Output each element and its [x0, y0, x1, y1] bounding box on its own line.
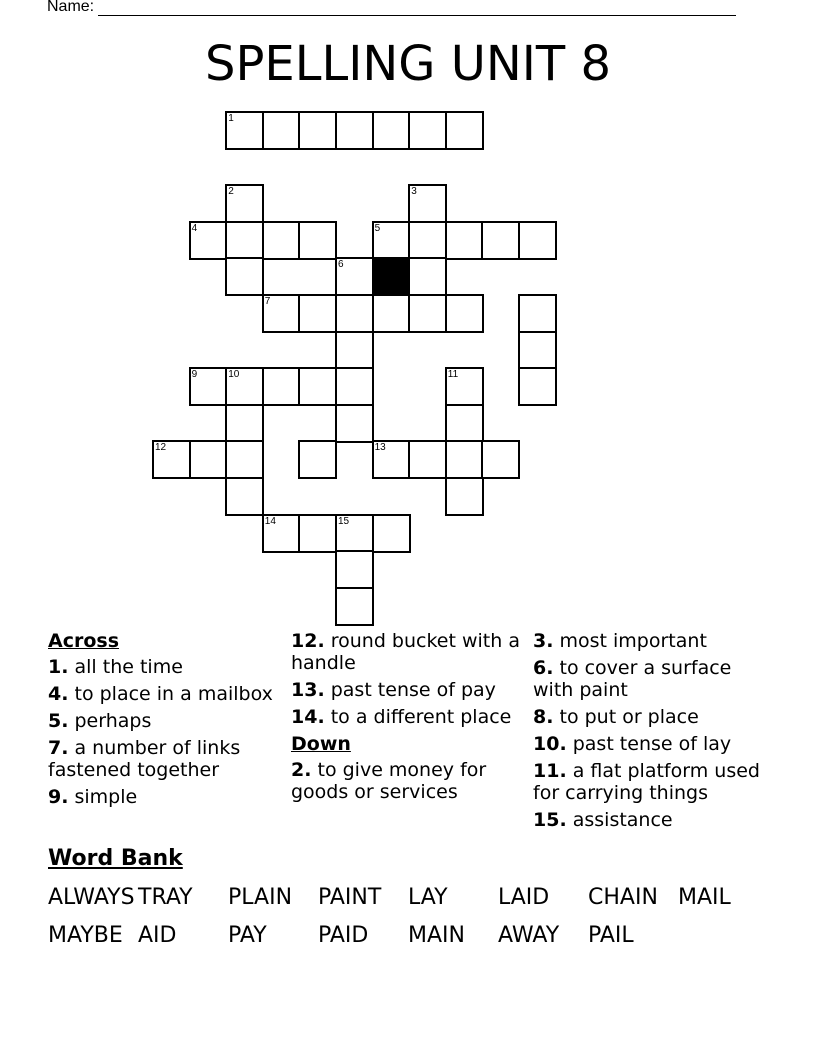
crossword-cell[interactable]	[225, 257, 264, 296]
clue-number: 6	[338, 259, 344, 271]
crossword-cell[interactable]	[262, 294, 301, 333]
crossword-cell[interactable]	[481, 440, 520, 479]
crossword-cell[interactable]	[481, 221, 520, 260]
clue-across-13: 13. past tense of pay	[291, 679, 496, 701]
clue-number: 14	[264, 515, 276, 527]
crossword-cell[interactable]	[298, 111, 337, 150]
word-bank-word: AID	[138, 923, 177, 948]
clue-down-6: 6. to cover a surface with paint	[533, 657, 732, 701]
crossword-cell[interactable]	[225, 440, 264, 479]
clue-down-15: 15. assistance	[533, 809, 673, 831]
crossword-cell[interactable]	[335, 294, 374, 333]
crossword-cell[interactable]	[445, 367, 484, 406]
clue-column-3	[533, 630, 773, 836]
crossword-cell[interactable]	[298, 514, 337, 553]
clue-number: 4	[191, 222, 198, 234]
clue-number: 5	[374, 222, 381, 234]
crossword-cell[interactable]	[445, 221, 484, 260]
crossword-cell[interactable]	[335, 514, 374, 553]
name-label: Name:	[47, 0, 95, 15]
clue-across-12: 12. round bucket with a handle	[291, 630, 520, 674]
word-bank-word: TRAY	[138, 885, 193, 910]
crossword-cell[interactable]	[262, 367, 301, 406]
clue-number: 3	[411, 186, 417, 198]
crossword-cell[interactable]	[408, 440, 447, 479]
crossword-cell[interactable]	[335, 331, 374, 370]
word-bank-word: LAY	[408, 885, 448, 910]
word-bank-word: PAINT	[318, 885, 382, 910]
crossword-cell[interactable]	[262, 221, 301, 260]
crossword-cell[interactable]	[298, 221, 337, 260]
clue-number: 9	[191, 369, 198, 381]
word-bank-title: Word Bank	[48, 846, 183, 871]
crossword-cell[interactable]	[408, 184, 447, 223]
crossword-cell[interactable]	[262, 514, 301, 553]
crossword-cell[interactable]	[372, 294, 411, 333]
clue-number: 7	[264, 296, 271, 307]
across-heading: Across	[48, 630, 120, 652]
crossword-cell[interactable]	[225, 221, 264, 260]
clue-across-5: 5. perhaps	[48, 710, 152, 732]
crossword-cell[interactable]	[225, 367, 264, 406]
word-bank-word: LAID	[498, 885, 550, 910]
crossword-cell[interactable]	[445, 294, 484, 333]
clue-down-11: 11. a flat platform used for carrying things	[533, 760, 760, 804]
crossword-cell[interactable]	[225, 184, 264, 223]
crossword-cell[interactable]	[225, 477, 264, 516]
crossword-cell[interactable]	[518, 294, 557, 333]
crossword-cell[interactable]	[445, 440, 484, 479]
crossword-cell[interactable]	[225, 111, 264, 150]
crossword-cell[interactable]	[298, 440, 337, 479]
crossword-cell[interactable]	[189, 221, 228, 260]
crossword-cell[interactable]	[189, 367, 228, 406]
crossword-cell[interactable]	[372, 514, 411, 553]
crossword-cell[interactable]	[335, 550, 374, 589]
clue-down-8: 8. to put or place	[533, 706, 699, 728]
clue-across-1: 1. all the time	[48, 656, 183, 678]
clue-down-2: 2. to give money for goods or services	[291, 759, 487, 803]
crossword-cell[interactable]	[335, 257, 374, 296]
clue-down-10: 10. past tense of lay	[533, 733, 732, 755]
clue-number: 13	[374, 442, 386, 454]
crossword-cell[interactable]	[225, 404, 264, 443]
crossword-cell[interactable]	[372, 111, 411, 150]
crossword-cell[interactable]	[518, 221, 557, 260]
crossword-cell[interactable]	[445, 477, 484, 516]
clue-number: 12	[155, 442, 167, 454]
clue-number: 1	[228, 113, 234, 124]
crossword-cell[interactable]	[335, 111, 374, 150]
crossword-cell[interactable]	[518, 367, 557, 406]
word-bank-word: ALWAYS	[48, 885, 135, 910]
word-bank-word: AWAY	[498, 923, 560, 948]
crossword-cell[interactable]	[445, 404, 484, 443]
crossword-cell[interactable]	[518, 331, 557, 370]
word-bank-word: CHAIN	[588, 885, 658, 910]
crossword-cell[interactable]	[408, 294, 447, 333]
crossword-cell[interactable]	[408, 221, 447, 260]
clue-across-7: 7. a number of links fastened together	[48, 737, 241, 781]
clue-across-14: 14. to a different place	[291, 706, 512, 728]
crossword-cell[interactable]	[262, 111, 301, 150]
crossword-cell[interactable]	[152, 440, 191, 479]
clue-down-3: 3. most important	[533, 630, 707, 652]
word-bank-word: PAY	[228, 923, 267, 948]
crossword-cell[interactable]	[335, 367, 374, 406]
crossword-cell[interactable]	[298, 367, 337, 406]
word-bank-word: PAID	[318, 923, 369, 948]
clue-column-1	[48, 630, 278, 813]
crossword-cell[interactable]	[335, 404, 374, 443]
page-title: SPELLING UNIT 8	[204, 36, 612, 92]
clue-number: 10	[228, 369, 240, 381]
word-bank-word: MAIL	[678, 885, 731, 910]
down-heading: Down	[291, 733, 351, 755]
clue-column-2	[291, 630, 521, 808]
word-bank-word: MAIN	[408, 923, 465, 948]
crossword-cell[interactable]	[408, 111, 447, 150]
black-square	[372, 257, 411, 296]
crossword-cell[interactable]	[372, 440, 411, 479]
crossword-cell[interactable]	[335, 587, 374, 626]
crossword-cell[interactable]	[445, 111, 484, 150]
clue-number: 15	[338, 515, 350, 527]
clue-number: 11	[447, 369, 459, 381]
word-bank-word: PAIL	[588, 923, 634, 948]
clue-across-4: 4. to place in a mailbox	[48, 683, 273, 705]
crossword-cell[interactable]	[189, 440, 228, 479]
word-bank-word: MAYBE	[48, 923, 123, 948]
crossword-cell[interactable]	[298, 294, 337, 333]
clue-number: 2	[228, 186, 234, 198]
clue-across-9: 9. simple	[48, 786, 138, 808]
crossword-cell[interactable]	[408, 257, 447, 296]
crossword-cell[interactable]	[372, 221, 411, 260]
word-bank-word: PLAIN	[228, 885, 293, 910]
